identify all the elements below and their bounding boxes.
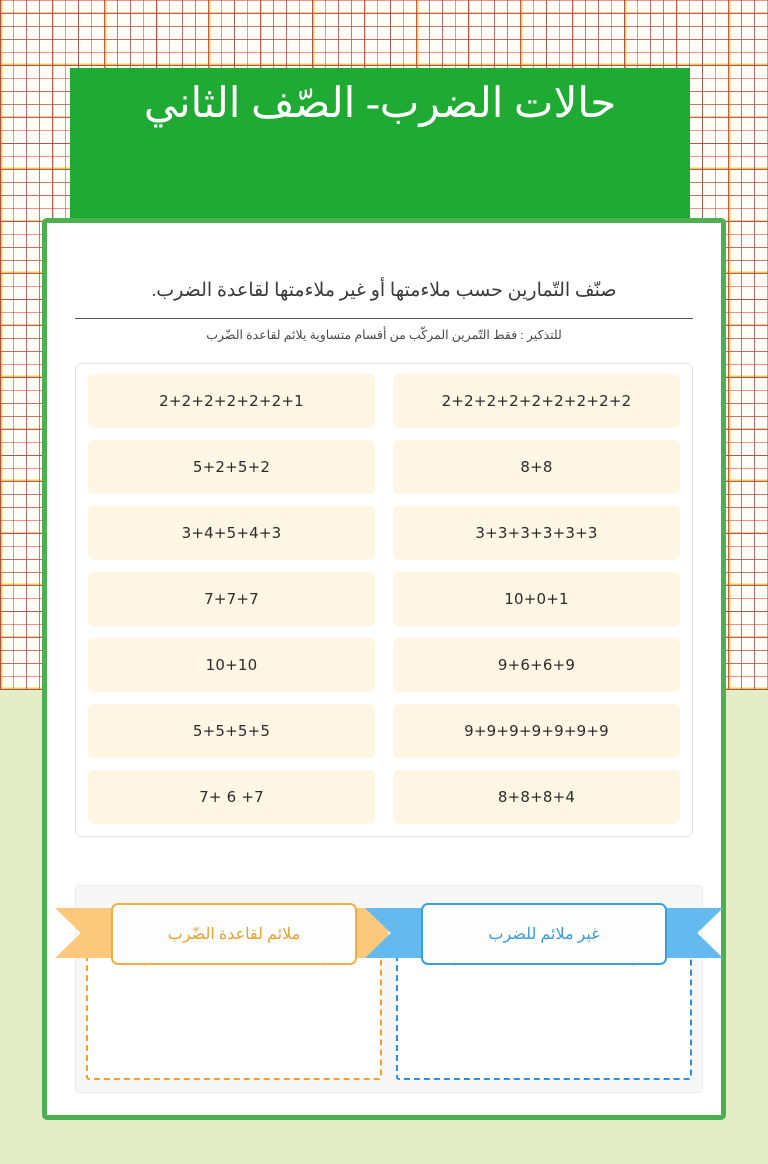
- exercise-tile[interactable]: 3+3+3+3+3+3: [393, 506, 680, 560]
- exercise-tile[interactable]: 10+10: [88, 638, 375, 692]
- exercise-tile[interactable]: 10+0+1: [393, 572, 680, 626]
- exercise-tile[interactable]: 8+8: [393, 440, 680, 494]
- exercise-tile[interactable]: 2+2+2+2+2+2+1: [88, 374, 375, 428]
- exercise-tile[interactable]: 8+8+8+4: [393, 770, 680, 824]
- page-title: حالات الضرب- الصّف الثاني: [143, 81, 617, 127]
- exercise-container: [75, 363, 693, 837]
- exercise-tile[interactable]: 9+9+9+9+9+9+9: [393, 704, 680, 758]
- divider: [75, 318, 693, 319]
- instruction-text: صنّف التّمارين حسب ملاءمتها أو غير ملاءمتها لقاعدة الضرب.: [151, 280, 617, 301]
- dropzone-label-suitable: ملائم لقاعدة الضّرب: [111, 903, 357, 965]
- dropzone-panel: [75, 885, 703, 1093]
- exercise-tile[interactable]: 3+4+5+4+3: [88, 506, 375, 560]
- reminder-text: للتذكير : فقط التّمرين المركّب من أقسام متساوية يلائم لقاعدة الضّرب: [206, 328, 562, 342]
- worksheet-card: [42, 218, 726, 1120]
- dropzone-not-suitable[interactable]: [396, 926, 692, 1080]
- dropzone-label-not-suitable: غير ملائم للضرب: [421, 903, 667, 965]
- exercise-tile[interactable]: 9+6+6+9: [393, 638, 680, 692]
- exercise-tile[interactable]: 7+7+7: [88, 572, 375, 626]
- exercise-tile[interactable]: 2+2+2+2+2+2+2+2+2: [393, 374, 680, 428]
- exercise-tile[interactable]: 5+2+5+2: [88, 440, 375, 494]
- title-banner: [70, 68, 690, 218]
- exercise-tile[interactable]: 5+5+5+5: [88, 704, 375, 758]
- exercise-grid: [88, 374, 680, 824]
- exercise-tile[interactable]: 7+ 6 +7: [88, 770, 375, 824]
- ribbon-banner-not-suitable: [421, 896, 667, 972]
- ribbon-banner-suitable: [111, 896, 357, 972]
- dropzone-suitable[interactable]: [86, 926, 382, 1080]
